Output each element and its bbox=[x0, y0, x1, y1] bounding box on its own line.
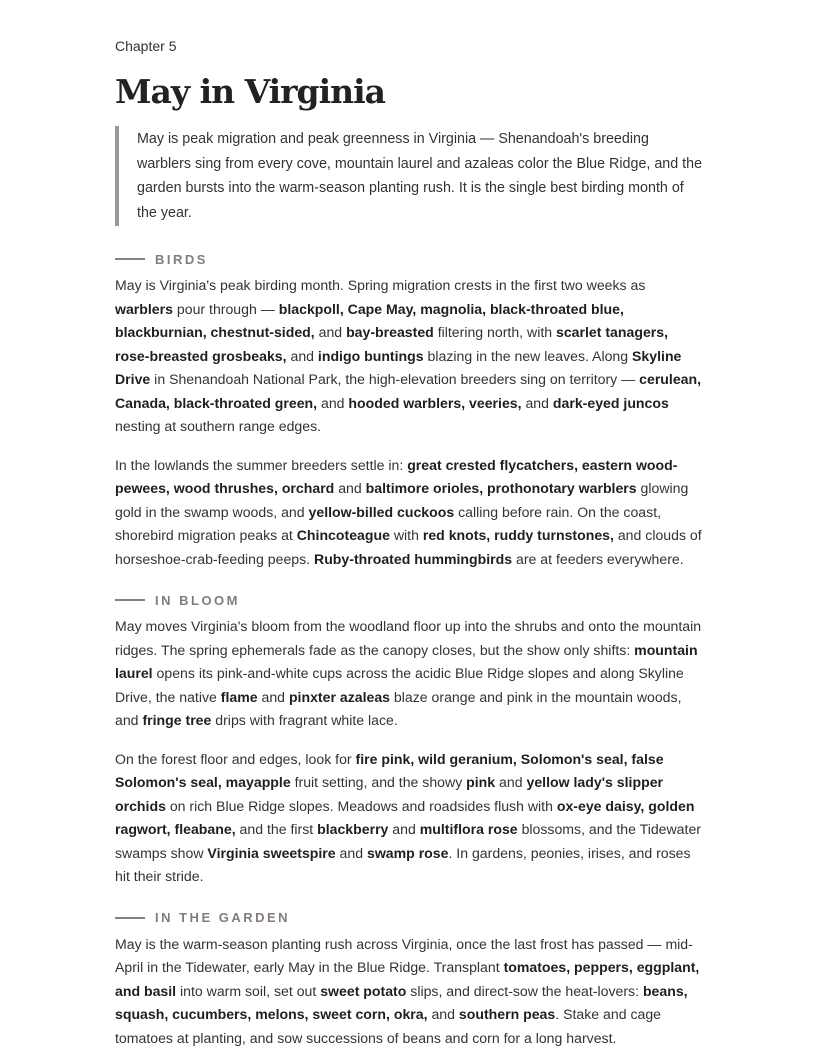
bold-term: yellow-billed cuckoos bbox=[308, 503, 455, 520]
text-run: blazing in the new leaves. Along bbox=[423, 347, 633, 364]
bold-term: scarlet tanagers, rose-breasted grosbeaks, bbox=[115, 324, 669, 364]
body-paragraph bbox=[115, 933, 704, 1051]
text-run: on rich Blue Ridge slopes. Meadows and roadsides flush with bbox=[165, 797, 557, 814]
text-run: blossoms, and the Tidewater swamps show bbox=[115, 821, 701, 861]
bold-term: Ruby-throated hummingbirds bbox=[314, 550, 513, 567]
section-heading-label: BIRDS bbox=[155, 251, 208, 267]
body-paragraph bbox=[115, 454, 704, 572]
bold-term: mountain laurel bbox=[115, 641, 698, 681]
bold-term: fringe tree bbox=[142, 712, 212, 728]
text-run: and bbox=[334, 480, 366, 496]
text-run: and bbox=[388, 821, 420, 837]
bold-term: blackpoll, Cape May, magnolia, black-throated blue, blackburnian, chestnut-sided, bbox=[115, 300, 624, 340]
bold-term: Chincoteague bbox=[296, 527, 390, 543]
text-run: fruit setting, and the showy bbox=[290, 774, 467, 790]
bold-term: swamp rose bbox=[367, 844, 449, 861]
bold-term: tomatoes, peppers, eggplant, and basil bbox=[115, 959, 700, 999]
text-run: with bbox=[389, 527, 423, 543]
text-run: and bbox=[335, 844, 367, 861]
section-birds bbox=[115, 250, 704, 571]
text-run: nesting at southern range edges. bbox=[115, 418, 322, 434]
bold-term: bay-breasted bbox=[346, 324, 434, 340]
bold-term: dark-eyed juncos bbox=[552, 394, 669, 411]
text-run: are at feeders everywhere. bbox=[512, 550, 684, 567]
body-paragraph bbox=[115, 615, 704, 733]
section-heading bbox=[115, 591, 704, 609]
text-run: May is Virginia's peak birding month. Spring migration crests in the first two weeks as bbox=[115, 277, 646, 293]
section-heading bbox=[115, 909, 704, 927]
bold-term: pinxter azaleas bbox=[288, 688, 391, 705]
bold-term: southern peas bbox=[458, 1006, 556, 1022]
page-title: May in Virginia bbox=[115, 72, 386, 111]
heading-rule bbox=[115, 258, 145, 260]
bold-term: great crested flycatchers, eastern wood-pewees, wood thrushes, orchard bbox=[115, 456, 678, 496]
text-run: drips with fragrant white lace. bbox=[211, 712, 398, 728]
section-in-the-garden bbox=[115, 909, 704, 1051]
text-run: . Stake and cage tomatoes at planting, and sow successions of beans and corn for a long harvest. bbox=[115, 1006, 662, 1046]
text-run: into warm soil, set out bbox=[176, 982, 321, 999]
bold-term: pink bbox=[466, 774, 496, 790]
text-run: and bbox=[521, 394, 553, 411]
bold-term: ox-eye daisy, golden ragwort, fleabane, bbox=[115, 797, 695, 837]
text-run: In the lowlands the summer breeders settle in: bbox=[115, 456, 408, 473]
text-run: and clouds of horseshoe-crab-feeding peeps. bbox=[115, 527, 702, 567]
bold-term: flame bbox=[220, 688, 258, 705]
text-run: and bbox=[495, 774, 527, 790]
bold-term: multiflora rose bbox=[419, 821, 518, 837]
text-run: slips, and direct-sow the heat-lovers: bbox=[406, 982, 643, 999]
bold-term: warblers bbox=[115, 300, 173, 317]
text-run: . In gardens, peonies, irises, and roses hit their stride. bbox=[115, 844, 691, 884]
section-heading bbox=[115, 250, 704, 268]
bold-term: baltimore orioles, prothonotary warblers bbox=[365, 480, 637, 496]
text-run: calling before rain. On the coast, shorebird migration peaks at bbox=[115, 503, 662, 543]
text-run: filtering north, with bbox=[433, 324, 556, 340]
text-run: and bbox=[314, 324, 347, 340]
section-in-bloom bbox=[115, 591, 704, 889]
chapter-label: Chapter 5 bbox=[115, 38, 177, 54]
bold-term: cerulean, Canada, black-throated green, bbox=[115, 371, 702, 411]
body-paragraph bbox=[115, 748, 704, 889]
text-run: On the forest floor and edges, look for bbox=[115, 750, 356, 767]
text-run: in Shenandoah National Park, the high-elevation breeders sing on territory — bbox=[150, 371, 640, 387]
bold-term: blackberry bbox=[317, 821, 389, 837]
text-run: opens its pink-and-white cups across the acidic Blue Ridge slopes and along Skyline Drive, the native bbox=[115, 665, 684, 705]
body-paragraph bbox=[115, 274, 704, 439]
text-run: and bbox=[286, 347, 318, 364]
text-run: and bbox=[427, 1006, 459, 1022]
bold-term: indigo buntings bbox=[317, 347, 424, 364]
sections bbox=[115, 250, 704, 1050]
bold-term: beans, squash, cucumbers, melons, sweet corn, okra, bbox=[115, 982, 688, 1022]
text-run: and bbox=[317, 394, 349, 411]
bold-term: Virginia sweetspire bbox=[207, 844, 336, 861]
bold-term: red knots, ruddy turnstones, bbox=[422, 527, 614, 543]
bold-term: Skyline Drive bbox=[115, 347, 682, 387]
heading-rule bbox=[115, 917, 145, 919]
text-run: pour through — bbox=[172, 300, 279, 317]
text-run: glowing gold in the swamp woods, and bbox=[115, 480, 689, 520]
text-run: and the first bbox=[235, 821, 318, 837]
section-heading-label: IN BLOOM bbox=[155, 592, 240, 608]
bold-term: fire pink, wild geranium, Solomon's seal, false Solomon's seal, mayapple bbox=[115, 750, 664, 790]
bold-term: yellow lady's slipper orchids bbox=[115, 774, 664, 814]
text-run: blaze orange and pink in the mountain woods, and bbox=[115, 688, 682, 728]
text-run: May is the warm-season planting rush across Virginia, once the last frost has passed — mid-April in the Tidewater, early May in the Blue Ridge. Transplant bbox=[115, 935, 693, 975]
text-run: May moves Virginia's bloom from the woodland floor up into the shrubs and onto the mountain ridges. The spring ephemerals fade as the canopy closes, but the show only shifts: bbox=[115, 618, 702, 658]
text-run: and bbox=[257, 688, 289, 705]
heading-rule bbox=[115, 599, 145, 601]
section-heading-label: IN THE GARDEN bbox=[155, 910, 291, 925]
lede-quote: May is peak migration and peak greenness in Virginia — Shenandoah's breeding warblers sing from every cove, mountain laurel and azaleas color the Blue Ridge, and the garden bursts into the warm-season planting rush. It is the single best birding month of the year. bbox=[115, 126, 704, 226]
bold-term: sweet potato bbox=[320, 982, 407, 999]
bold-term: hooded warblers, veeries, bbox=[348, 394, 522, 411]
